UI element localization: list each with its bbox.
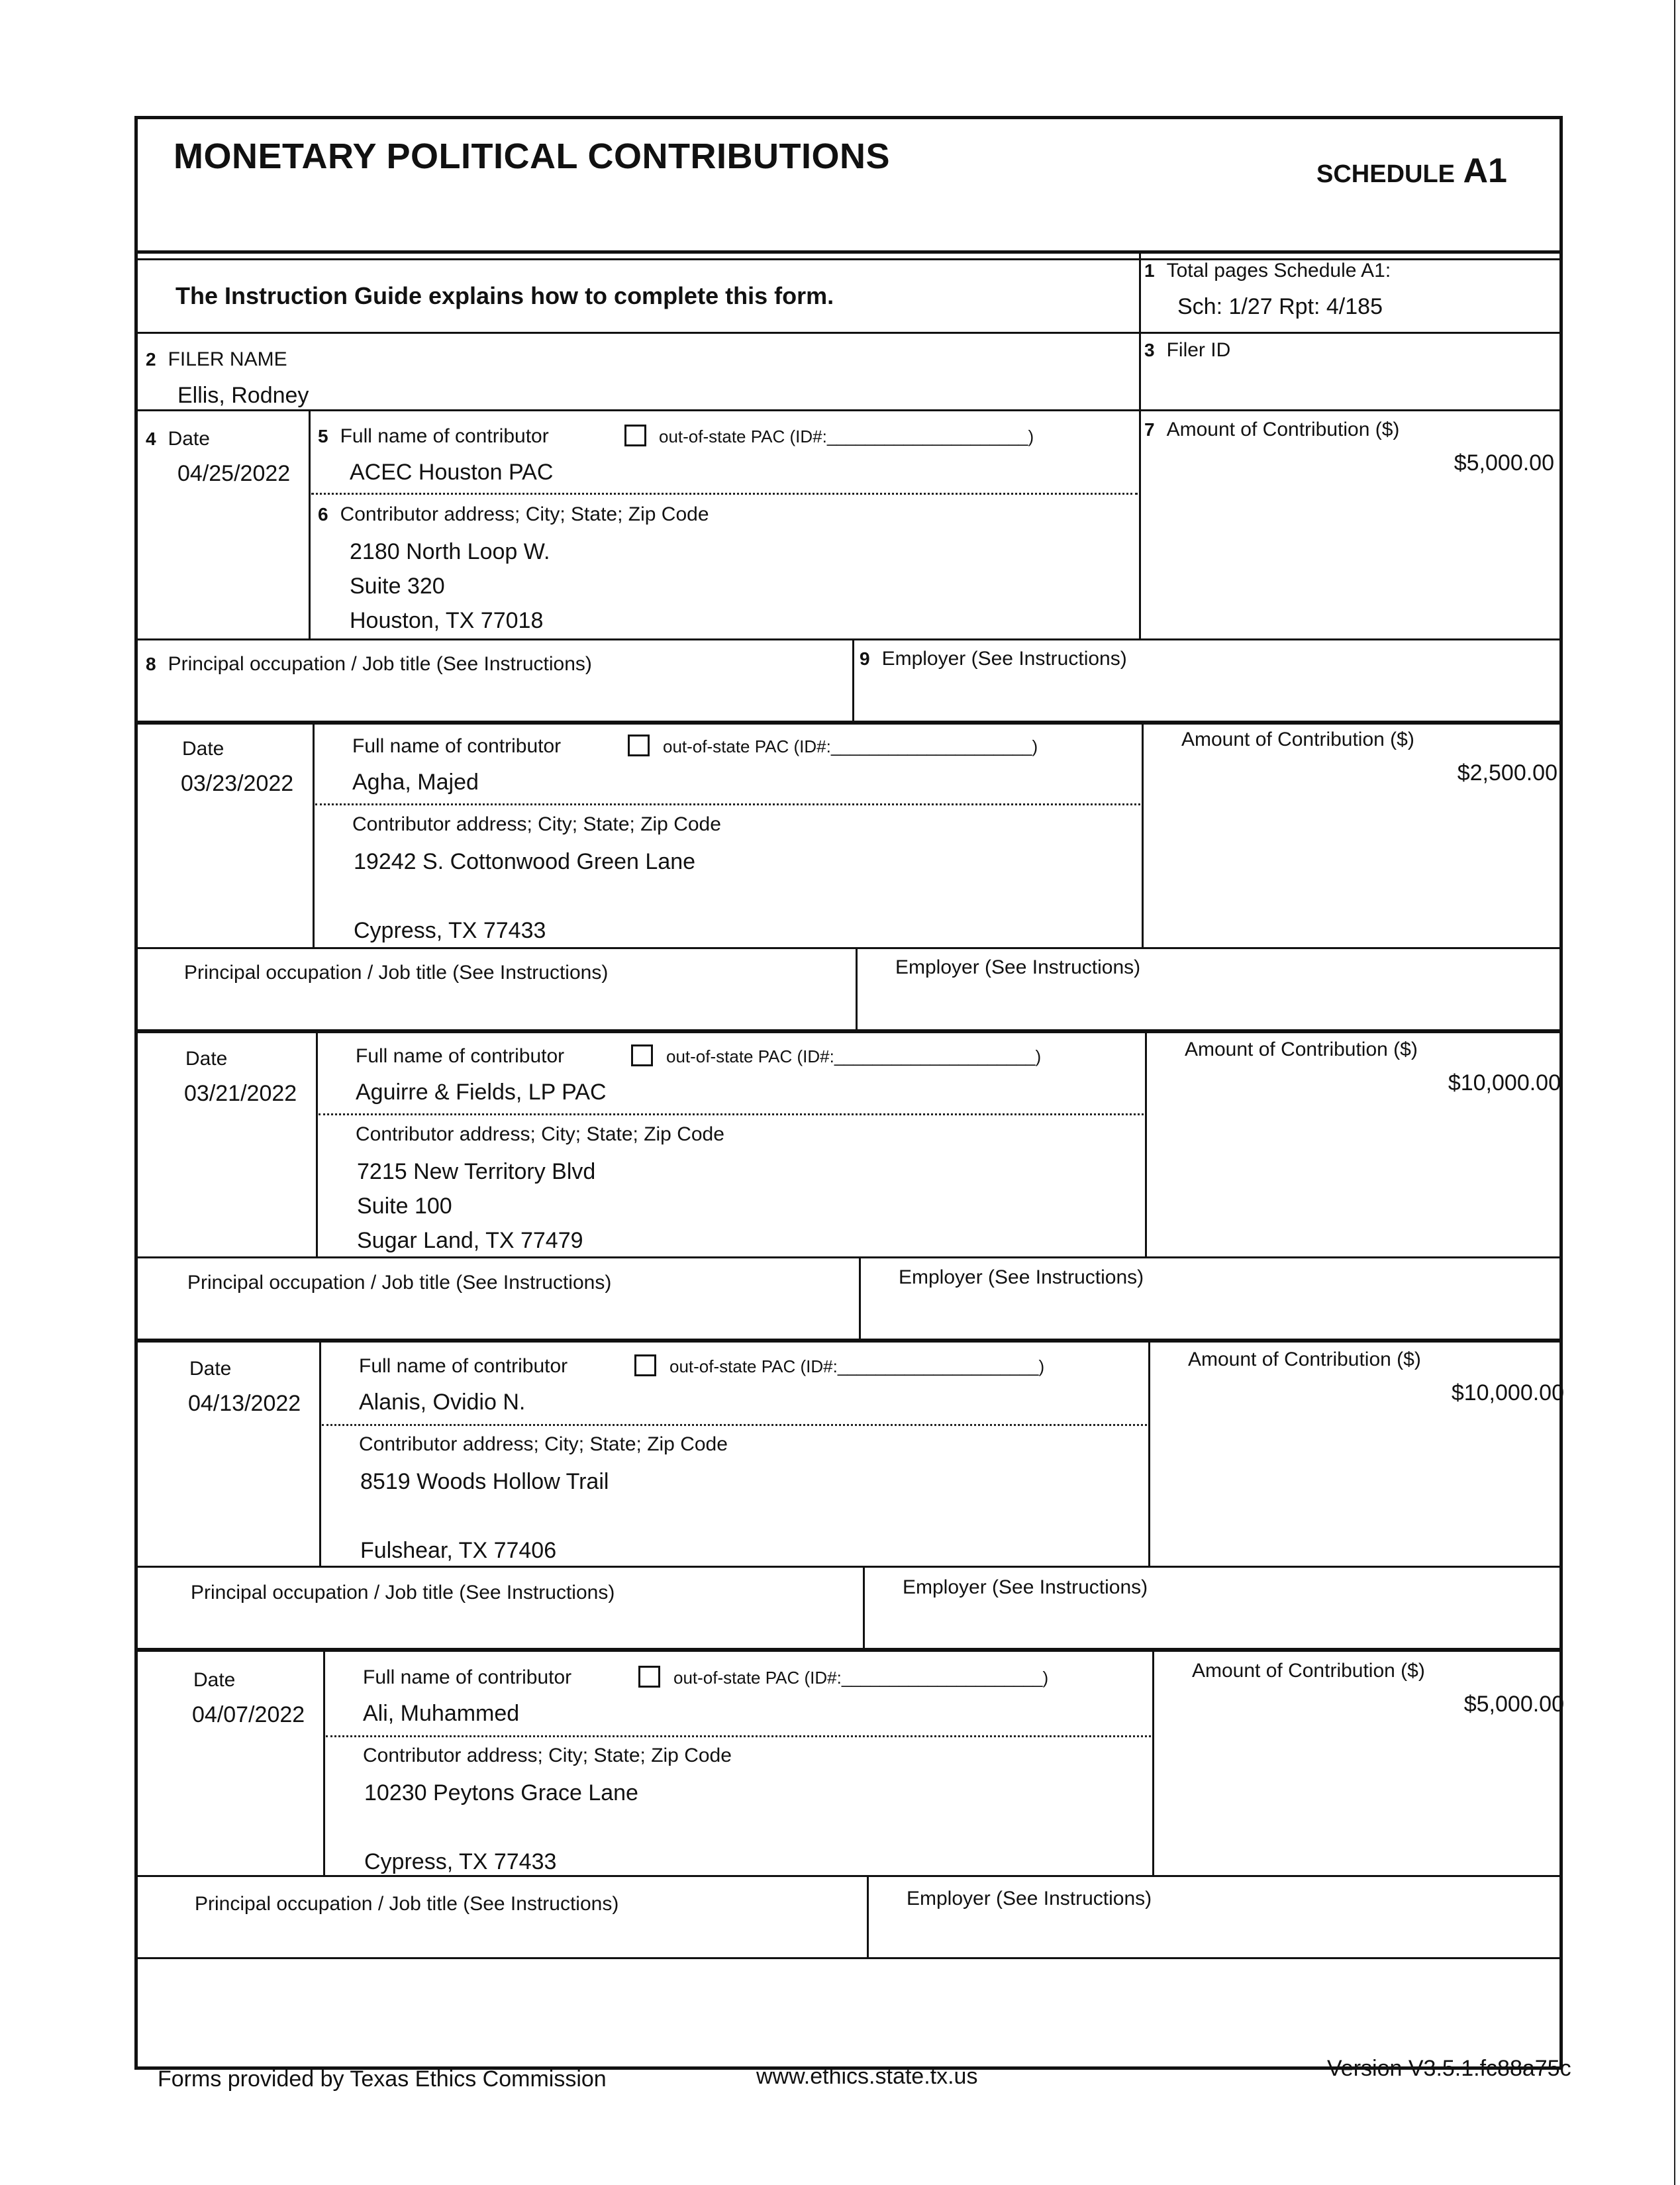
divider [859, 1258, 861, 1339]
employer-label: Employer (See Instructions) [907, 1888, 1152, 1909]
contributor-address-label: 6 Contributor address; City; State; Zip Code [318, 503, 709, 525]
divider [134, 332, 1563, 334]
out-of-state-pac-label: out-of-state PAC (ID#:_____________________) [659, 427, 1034, 446]
contributor-name-label: Full name of contributor [359, 1355, 568, 1377]
divider [1152, 1651, 1154, 1876]
out-of-state-pac-label: out-of-state PAC (ID#:_____________________) [673, 1668, 1049, 1688]
employer-label: Employer (See Instructions) [899, 1266, 1144, 1288]
footer-url[interactable]: www.ethics.state.tx.us [756, 2064, 978, 2089]
out-of-state-pac-label: out-of-state PAC (ID#:_____________________) [669, 1356, 1045, 1376]
contribution-amount: $2,500.00 [1457, 760, 1557, 786]
amount-label: Amount of Contribution ($) [1181, 729, 1414, 750]
divider [1139, 252, 1141, 639]
address-line-1: 8519 Woods Hollow Trail [360, 1469, 609, 1494]
schedule-label: SCHEDULE [1316, 160, 1456, 188]
address-line-1: 19242 S. Cottonwood Green Lane [354, 849, 696, 874]
amount-label: Amount of Contribution ($) [1185, 1039, 1418, 1060]
contribution-amount: $5,000.00 [1454, 450, 1554, 476]
contributor-name-label: Full name of contributor [363, 1666, 572, 1688]
contributor-address-label: Contributor address; City; State; Zip Code [359, 1433, 728, 1455]
contribution-date: 04/07/2022 [192, 1702, 305, 1727]
filer-name-label: 2 FILER NAME [146, 348, 287, 370]
divider [1148, 1341, 1150, 1566]
contributor-name-label: Full name of contributor [356, 1045, 565, 1067]
date-label: Date [189, 1358, 232, 1380]
contribution-date: 04/13/2022 [188, 1391, 301, 1416]
employer-label: Employer (See Instructions) [903, 1576, 1148, 1598]
address-line-3: Cypress, TX 77433 [364, 1849, 557, 1874]
total-pages-value: Sch: 1/27 Rpt: 4/185 [1177, 294, 1383, 319]
amount-label: Amount of Contribution ($) [1188, 1348, 1421, 1370]
footer-provider: Forms provided by Texas Ethics Commission [158, 2066, 607, 2092]
occupation-label: Principal occupation / Job title (See Instructions) [195, 1893, 619, 1915]
out-of-state-pac-checkbox[interactable] [638, 1666, 660, 1688]
divider [134, 723, 1563, 725]
page-edge [1674, 0, 1675, 2185]
divider [134, 1566, 1563, 1568]
employer-label: Employer (See Instructions) [895, 956, 1141, 978]
date-label: 4 Date [146, 428, 210, 450]
divider [134, 250, 1563, 254]
contribution-amount: $5,000.00 [1463, 1692, 1564, 1717]
divider [134, 1256, 1563, 1258]
out-of-state-pac-checkbox[interactable] [631, 1044, 653, 1066]
contribution-date: 03/23/2022 [181, 771, 294, 796]
employer-label: 9 Employer (See Instructions) [860, 648, 1127, 670]
contributor-name: Aguirre & Fields, LP PAC [356, 1080, 607, 1105]
contributor-name: ACEC Houston PAC [350, 460, 554, 485]
address-line-1: 2180 North Loop W. [350, 539, 550, 564]
out-of-state-pac-label: out-of-state PAC (ID#:_____________________) [666, 1046, 1042, 1066]
divider [134, 1875, 1563, 1877]
divider [867, 1876, 869, 1957]
divider [309, 411, 311, 639]
date-label: Date [185, 1048, 228, 1070]
address-line-3: Houston, TX 77018 [350, 608, 544, 633]
footer-version: Version V3.5.1.fc88a75c [1327, 2056, 1571, 2081]
amount-label: 7 Amount of Contribution ($) [1144, 419, 1400, 440]
date-label: Date [182, 738, 224, 760]
instruction-guide-note: The Instruction Guide explains how to complete this form. [175, 282, 834, 309]
contributor-name: Ali, Muhammed [363, 1701, 520, 1726]
divider [134, 1650, 1563, 1652]
date-label: Date [193, 1669, 236, 1691]
address-line-3: Fulshear, TX 77406 [360, 1538, 557, 1563]
divider [134, 1957, 1563, 1959]
contributor-name: Agha, Majed [352, 770, 479, 795]
divider [134, 947, 1563, 949]
divider [852, 640, 854, 721]
amount-label: Amount of Contribution ($) [1192, 1660, 1425, 1682]
divider [319, 1341, 321, 1566]
contributor-address-label: Contributor address; City; State; Zip Code [352, 813, 721, 835]
total-pages-label: 1 Total pages Schedule A1: [1144, 260, 1391, 281]
dotted-divider [315, 803, 1140, 805]
contribution-date: 04/25/2022 [177, 461, 291, 486]
divider [1142, 723, 1144, 948]
divider [134, 638, 1563, 640]
filer-id-label: 3 Filer ID [1144, 339, 1231, 361]
divider [1145, 1032, 1147, 1257]
dotted-divider [322, 1424, 1147, 1426]
contributor-address-label: Contributor address; City; State; Zip Code [363, 1745, 732, 1766]
out-of-state-pac-checkbox[interactable] [628, 735, 650, 756]
contributor-name: Alanis, Ovidio N. [359, 1390, 526, 1415]
contribution-date: 03/21/2022 [184, 1081, 297, 1106]
address-line-2: Suite 100 [357, 1194, 452, 1219]
contributor-address-label: Contributor address; City; State; Zip Code [356, 1123, 724, 1145]
divider [863, 1567, 865, 1648]
out-of-state-pac-label: out-of-state PAC (ID#:_____________________) [663, 737, 1038, 756]
out-of-state-pac-checkbox[interactable] [624, 425, 646, 446]
divider [134, 409, 1563, 411]
address-line-3: Sugar Land, TX 77479 [357, 1228, 583, 1253]
occupation-label: Principal occupation / Job title (See Instructions) [187, 1272, 612, 1294]
form-title: MONETARY POLITICAL CONTRIBUTIONS [173, 136, 890, 176]
occupation-label: 8 Principal occupation / Job title (See Instructions) [146, 653, 592, 675]
out-of-state-pac-checkbox[interactable] [634, 1354, 656, 1376]
contribution-amount: $10,000.00 [1448, 1070, 1561, 1095]
occupation-label: Principal occupation / Job title (See Instructions) [184, 962, 609, 984]
schedule-number: A1 [1463, 152, 1507, 190]
contributor-name-label: 5 Full name of contributor [318, 425, 549, 447]
contributor-name-label: Full name of contributor [352, 735, 562, 757]
occupation-label: Principal occupation / Job title (See Instructions) [191, 1582, 615, 1603]
filer-name-value: Ellis, Rodney [177, 383, 309, 408]
schedule-id [1316, 151, 1507, 191]
address-line-1: 7215 New Territory Blvd [357, 1159, 596, 1184]
divider [313, 723, 315, 948]
dotted-divider [326, 1735, 1151, 1737]
address-line-3: Cypress, TX 77433 [354, 918, 546, 943]
address-line-2: Suite 320 [350, 574, 445, 599]
divider [134, 1341, 1563, 1343]
contribution-amount: $10,000.00 [1451, 1380, 1564, 1405]
divider [134, 1031, 1563, 1033]
divider [323, 1651, 325, 1876]
divider [316, 1032, 318, 1257]
dotted-divider [319, 1113, 1144, 1115]
divider [856, 948, 858, 1029]
address-line-1: 10230 Peytons Grace Lane [364, 1780, 638, 1805]
dotted-divider [311, 493, 1138, 495]
